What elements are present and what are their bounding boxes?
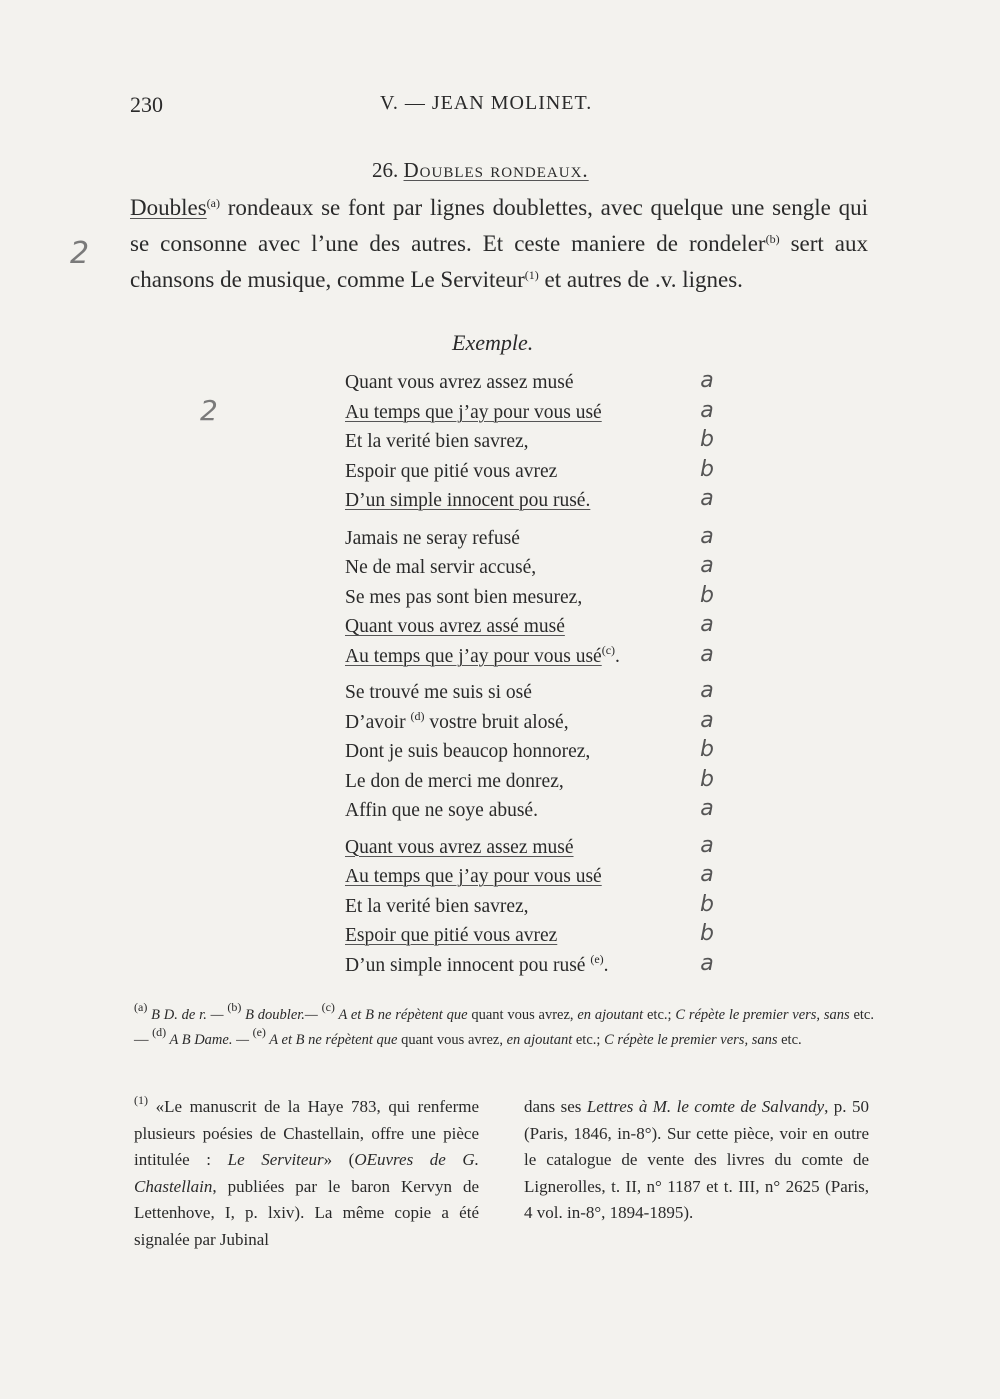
footnote-text: C répète le premier vers, sans <box>604 1032 778 1048</box>
poem-line-text: vostre bruit alosé, <box>424 711 569 733</box>
footnote-mark: (c) <box>321 1000 335 1014</box>
footnote-ref-a: (a) <box>206 196 220 210</box>
footnote-text: en ajoutant <box>577 1007 644 1023</box>
footnote-ref-c: (c) <box>601 642 616 657</box>
page-number: 230 <box>130 92 163 117</box>
rhyme-letter: b <box>700 427 714 452</box>
note-text: , p. 50 (Paris, 1846, in-8°). Sur cette pièce, voir en outre le catalogue de vente des livres du comte de Lignerolles, t. II, n° 1187 et t. III, n° 2625 (Paris, 4 vol. in-8°, 1894-1895). <box>524 1097 869 1222</box>
poem-line: Quant vous avrez assez musé <box>345 836 574 858</box>
footnote-text: etc.; <box>643 1007 676 1023</box>
footnote-text: C répète le premier vers, sans <box>675 1007 850 1023</box>
footnote-ref-1: (1) <box>524 268 539 282</box>
footnote-text: etc. — <box>134 1007 874 1048</box>
footnote-text: etc. <box>777 1032 802 1048</box>
rhyme-letter: a <box>700 553 714 578</box>
rhyme-letter: b <box>700 582 714 608</box>
section-number: 26. <box>372 158 399 182</box>
poem-line: Espoir que pitié vous avrez <box>345 460 558 482</box>
poem-line: Se trouvé me suis si osé <box>345 682 532 703</box>
rhyme-letter: a <box>700 486 714 511</box>
poem-line: Espoir que pitié vous avrez <box>345 925 558 946</box>
footnote-text: quant vous avrez, <box>397 1032 507 1048</box>
margin-note: 2 <box>70 236 90 271</box>
poem-line: Jamais ne seray refusé <box>345 527 520 549</box>
section-title <box>372 158 589 183</box>
rhyme-letter: b <box>700 891 714 917</box>
stanza-1 <box>345 368 675 516</box>
footnote-text: A et B ne répètent que <box>334 1007 468 1023</box>
example-title: Exemple. <box>452 330 534 355</box>
poem-line: Affin que ne soye abusé. <box>345 800 538 821</box>
footnote-text: B doubler.— <box>241 1007 322 1023</box>
footnote-text: en ajoutant <box>506 1032 573 1048</box>
note-1-left-column <box>134 1094 479 1253</box>
rhyme-letter: a <box>700 368 714 393</box>
footnote-text: quant vous avrez, <box>467 1007 578 1023</box>
page-header <box>130 92 610 126</box>
poem-line: Quant vous avrez assez musé <box>345 372 574 393</box>
rhyme-letter: a <box>700 707 714 733</box>
note-text: «Le manuscrit de la Haye 783, qui renferme plusieurs poésies de Chastellain, offre une pièce intitulée : <box>134 1097 479 1169</box>
intro-text: sert aux chansons de musique, comme Le Serviteur <box>130 231 869 292</box>
poem-line: Se mes pas sont bien mesurez, <box>345 586 583 608</box>
rhyme-letter: a <box>700 678 714 703</box>
rhyme-letter: a <box>700 523 714 549</box>
handwritten-rhyme-letters <box>682 366 732 978</box>
footnote-mark: (d) <box>152 1025 167 1039</box>
footnote-text: A et B ne répètent que <box>265 1032 398 1048</box>
footnote-text: A B Dame. — <box>166 1032 253 1048</box>
footnote-ref-d: (d) <box>410 708 425 723</box>
note-text: Le Serviteur <box>227 1150 324 1169</box>
poem-line: Au temps que j’ay pour vous usé <box>345 866 602 887</box>
stanza-4 <box>345 833 675 981</box>
rhyme-letter: a <box>700 612 714 637</box>
footnote-ref-e: (e) <box>590 951 604 966</box>
footnote-mark: (e) <box>252 1025 266 1039</box>
note-text: , publiées par le baron Kervyn de Lettenhove, I, p. lxiv). La même copie a été signalée par Jubinal <box>134 1176 479 1249</box>
rhyme-letter: b <box>700 456 714 482</box>
rhyme-letter: a <box>700 832 714 858</box>
stanza-3 <box>345 678 675 826</box>
rhyme-letter: a <box>700 862 714 887</box>
poem-line: Et la verité bien savrez, <box>345 895 529 917</box>
rhyme-letter: a <box>700 397 714 423</box>
poem-line-text: D’un simple innocent pou rusé <box>345 954 586 976</box>
rhyme-letter: b <box>700 737 714 762</box>
poem-line: Le don de merci me donrez, <box>345 770 564 792</box>
poem-line: D’un simple innocent pou rusé $^{(e)}$. <box>345 951 609 976</box>
rhyme-letter: a <box>700 641 714 667</box>
intro-paragraph <box>130 190 868 298</box>
rhyme-letter: a <box>700 950 714 976</box>
note-text: OEuvres de G. Chastellain <box>134 1150 479 1196</box>
section-heading: Doubles rondeaux. <box>403 158 589 182</box>
footnote-ref-b: (b) <box>765 232 780 246</box>
variant-footnotes <box>134 1000 874 1053</box>
intro-text: Doubles <box>130 195 207 220</box>
poem-line: D’un simple innocent pou rusé. <box>345 490 591 511</box>
poem-line: Au temps que j’ay pour vous usé <box>345 401 602 423</box>
poem-line-text: D’avoir <box>345 711 406 733</box>
intro-text: et autres de .v. lignes. <box>538 267 743 292</box>
poem-line: Dont je suis beaucop honnorez, <box>345 741 591 762</box>
stanza-2 <box>345 524 675 672</box>
footnote-mark: (a) <box>134 1000 148 1014</box>
rhyme-letter: b <box>700 766 714 792</box>
note-1-right-column <box>524 1094 869 1227</box>
note-text: » ( <box>323 1150 355 1169</box>
note-text: Lettres à M. le comte de Salvandy <box>586 1097 825 1116</box>
poem-line: Quant vous avrez assé musé <box>345 616 565 637</box>
margin-note: 2 <box>200 394 218 427</box>
poem-line: Au temps que j’ay pour vous usé$^{(c)}$. <box>345 642 620 667</box>
poem-line <box>345 708 675 738</box>
footnote-mark: (1) <box>134 1093 148 1107</box>
running-title: V. — JEAN MOLINET. <box>380 92 593 114</box>
poem-line: Et la verité bien savrez, <box>345 431 529 452</box>
poem-line-text: Au temps que j’ay pour vous usé <box>345 645 602 667</box>
footnote-text: B D. de r. — <box>147 1007 228 1023</box>
poem <box>345 368 675 980</box>
footnote-text: etc.; <box>572 1032 605 1048</box>
footnote-mark: (b) <box>227 1000 242 1014</box>
poem-line: Ne de mal servir accusé, <box>345 557 537 578</box>
rhyme-letter: b <box>700 921 714 946</box>
intro-text: rondeaux se font par lignes doublettes, avec quelque une sengle qui se consonne avec l’une des autres. Et ceste maniere de rondeler <box>130 195 868 256</box>
rhyme-letter: a <box>700 796 714 821</box>
note-text: dans ses <box>524 1097 587 1116</box>
